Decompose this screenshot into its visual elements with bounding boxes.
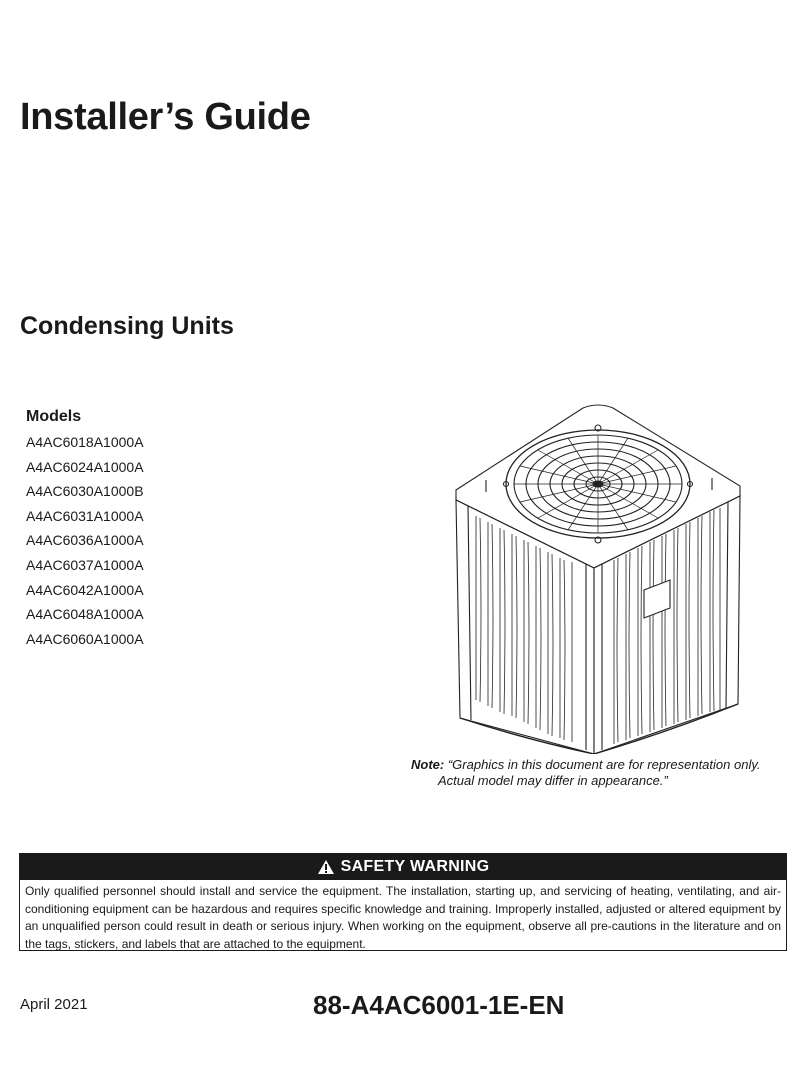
model-item: A4AC6042A1000A [26,581,144,598]
model-item: A4AC6048A1000A [26,606,144,623]
note-label: Note: [411,757,445,772]
model-item: A4AC6037A1000A [26,556,144,573]
model-item: A4AC6030A1000B [26,483,144,500]
note-line-1: “Graphics in this document are for representation only. [447,757,761,772]
safety-warning-title: SAFETY WARNING [340,858,490,875]
models-heading: Models [26,408,82,425]
page-subtitle: Condensing Units [20,312,234,340]
safety-warning-header [20,854,786,880]
note-line-2: Actual model may differ in appearance.” [438,773,668,788]
model-item: A4AC6036A1000A [26,532,144,549]
page-title: Installer’s Guide [20,96,311,138]
graphics-note [411,757,760,789]
model-item: A4AC6024A1000A [26,458,144,475]
document-number: 88-A4AC6001-1E-EN [313,990,565,1020]
publication-date: April 2021 [20,996,88,1013]
model-item: A4AC6018A1000A [26,434,144,450]
condensing-unit-illustration [448,400,750,754]
models-list [26,434,144,655]
safety-warning-text: Only qualified personnel should install and service the equipment. The installation, starting up, and servicing of heating, ventilating, and air-conditioning equipment can be hazardous and requires specific knowledge and training. Improperly installed, adjusted or altered equipment by an unqualified person could result in death or serious injury. When working on the equipment, observe all pre-cautions in the literature and on the tags, stickers, and labels that are attached to the equipment. [25,884,781,951]
model-item: A4AC6031A1000A [26,507,144,524]
model-item: A4AC6060A1000A [26,630,144,647]
warning-triangle-icon [317,859,335,875]
safety-warning-box [19,853,787,951]
